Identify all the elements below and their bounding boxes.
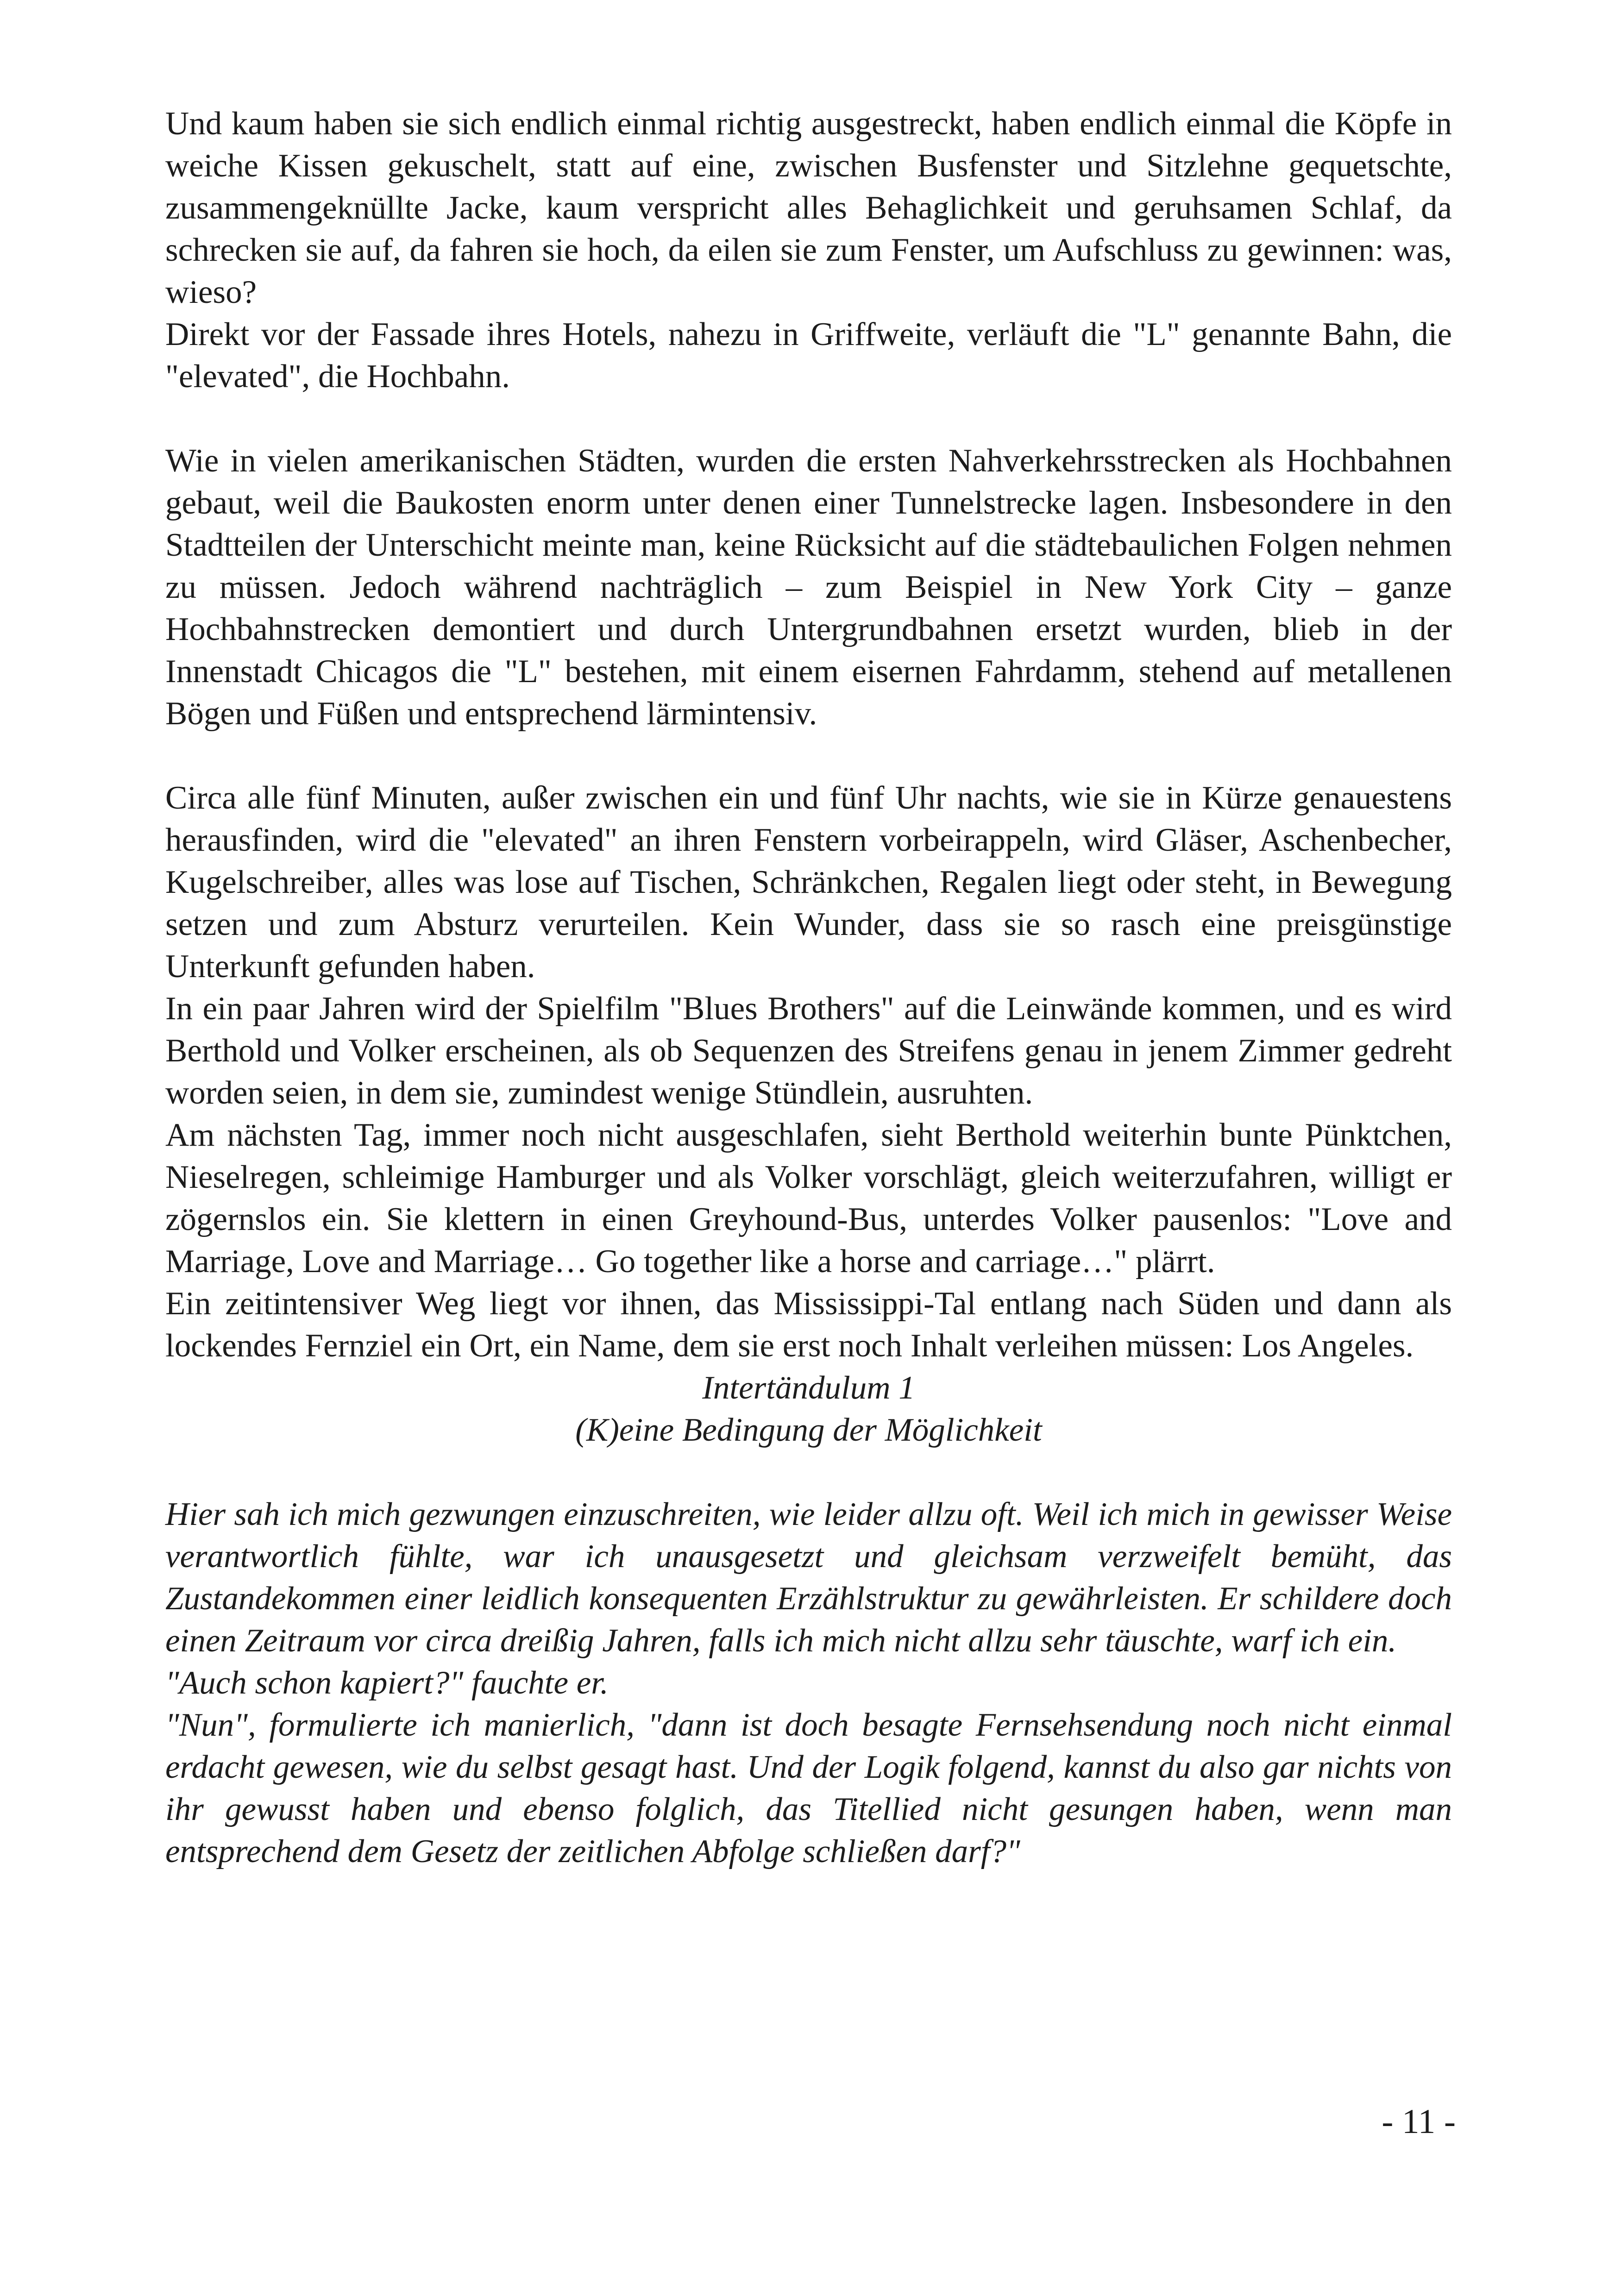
interlude-paragraph: Hier sah ich mich gezwungen einzuschreiten, wie leider allzu oft. Weil ich mich in gewisser Weise verantwortlich fühlte, war ich unausgesetzt und gleichsam verzweifelt bemüht, das Zustandekommen einer leidlich konsequenten Erzählstruktur zu gewährleisten. Er schildere doch einen Zeitraum vor circa dreißig Jahren, falls ich mich nicht allzu sehr täuschte, warf ich ein. xyxy=(165,1496,1452,1659)
interlude-paragraph: "Auch schon kapiert?" fauchte er. xyxy=(165,1665,609,1701)
interlude-title: Intertändulum 1 xyxy=(702,1370,915,1406)
paragraph-elevated-train: Direkt vor der Fassade ihres Hotels, nahezu in Griffweite, verläuft die "L" genannte Bahn, die "elevated", die Hochbahn. xyxy=(165,316,1452,395)
paragraph-train-noise: Circa alle fünf Minuten, außer zwischen ein und fünf Uhr nachts, wie sie in Kürze genauestens herausfinden, wird die "elevated" an ihren Fenstern vorbeirappeln, wird Gläser, Aschenbecher, Kugelschreiber, alles was lose auf Tischen, Schränkchen, Regalen liegt oder steht, in Bewegung setzen und zum Absturz verurteilen. Kein Wunder, dass sie so rasch eine preisgünstige Unterkunft gefunden haben. xyxy=(165,780,1452,985)
paragraph-los-angeles: Ein zeitintensiver Weg liegt vor ihnen, das Mississippi-Tal entlang nach Süden und dann als lockendes Fernziel ein Ort, ein Name, dem sie erst noch Inhalt verleihen müssen: Los Angeles. xyxy=(165,1286,1452,1364)
interlude-paragraph: "Nun", formulierte ich manierlich, "dann ist doch besagte Fernsehsendung noch nicht einmal erdacht gewesen, wie du selbst gesagt hast. Und der Logik folgend, kannst du also gar nichts von ihr gewusst haben und ebenso folglich, das Titellied nicht gesungen haben, wenn man entsprechend dem Gesetz der zeitlichen Abfolge schließen darf?" xyxy=(165,1707,1452,1869)
paragraph-next-day: Am nächsten Tag, immer noch nicht ausgeschlafen, sieht Berthold weiterhin bunte Pünktchen, Nieselregen, schleimige Hamburger und als Volker vorschlägt, gleich weiterzufahren, willigt er zögernslos ein. Sie klettern in einen Greyhound-Bus, unterdes Volker pausenlos: "Love and Marriage, Love and Marriage… Go together like a horse and carriage…" plärrt. xyxy=(165,1117,1452,1280)
page-number: - 11 - xyxy=(1382,2102,1456,2141)
interlude-subtitle: (K)eine Bedingung der Möglichkeit xyxy=(575,1412,1042,1448)
paragraph-blues-brothers: In ein paar Jahren wird der Spielfilm "Blues Brothers" auf die Leinwände kommen, und es wird Berthold und Volker erscheinen, als ob Sequenzen des Streifens genau in jenem Zimmer gedreht worden seien, in dem sie, zumindest wenige Stündlein, ausruhten. xyxy=(165,991,1452,1111)
main-text xyxy=(165,103,1452,1873)
paragraph-elevated-history: Wie in vielen amerikanischen Städten, wurden die ersten Nahverkehrsstrecken als Hochbahnen gebaut, weil die Baukosten enorm unter denen einer Tunnelstrecke lagen. Insbesondere in den Stadtteilen der Unterschicht meinte man, keine Rücksicht auf die städtebaulichen Folgen nehmen zu müssen. Jedoch während nachträglich – zum Beispiel in New York City – ganze Hochbahnstrecken demontiert und durch Untergrundbahnen ersetzt wurden, blieb in der Innenstadt Chicagos die "L" bestehen, mit einem eisernen Fahrdamm, stehend auf metallenen Bögen und Füßen und entsprechend lärmintensiv. xyxy=(165,443,1452,732)
paragraph-hotel-arrival: Und kaum haben sie sich endlich einmal richtig ausgestreckt, haben endlich einmal die Köpfe in weiche Kissen gekuschelt, statt auf eine, zwischen Busfenster und Sitzlehne gequetschte, zusammengeknüllte Jacke, kaum verspricht alles Behaglichkeit und geruhsamen Schlaf, da schrecken sie auf, da fahren sie hoch, da eilen sie zum Fenster, um Aufschluss zu gewinnen: was, wieso? xyxy=(165,106,1452,310)
